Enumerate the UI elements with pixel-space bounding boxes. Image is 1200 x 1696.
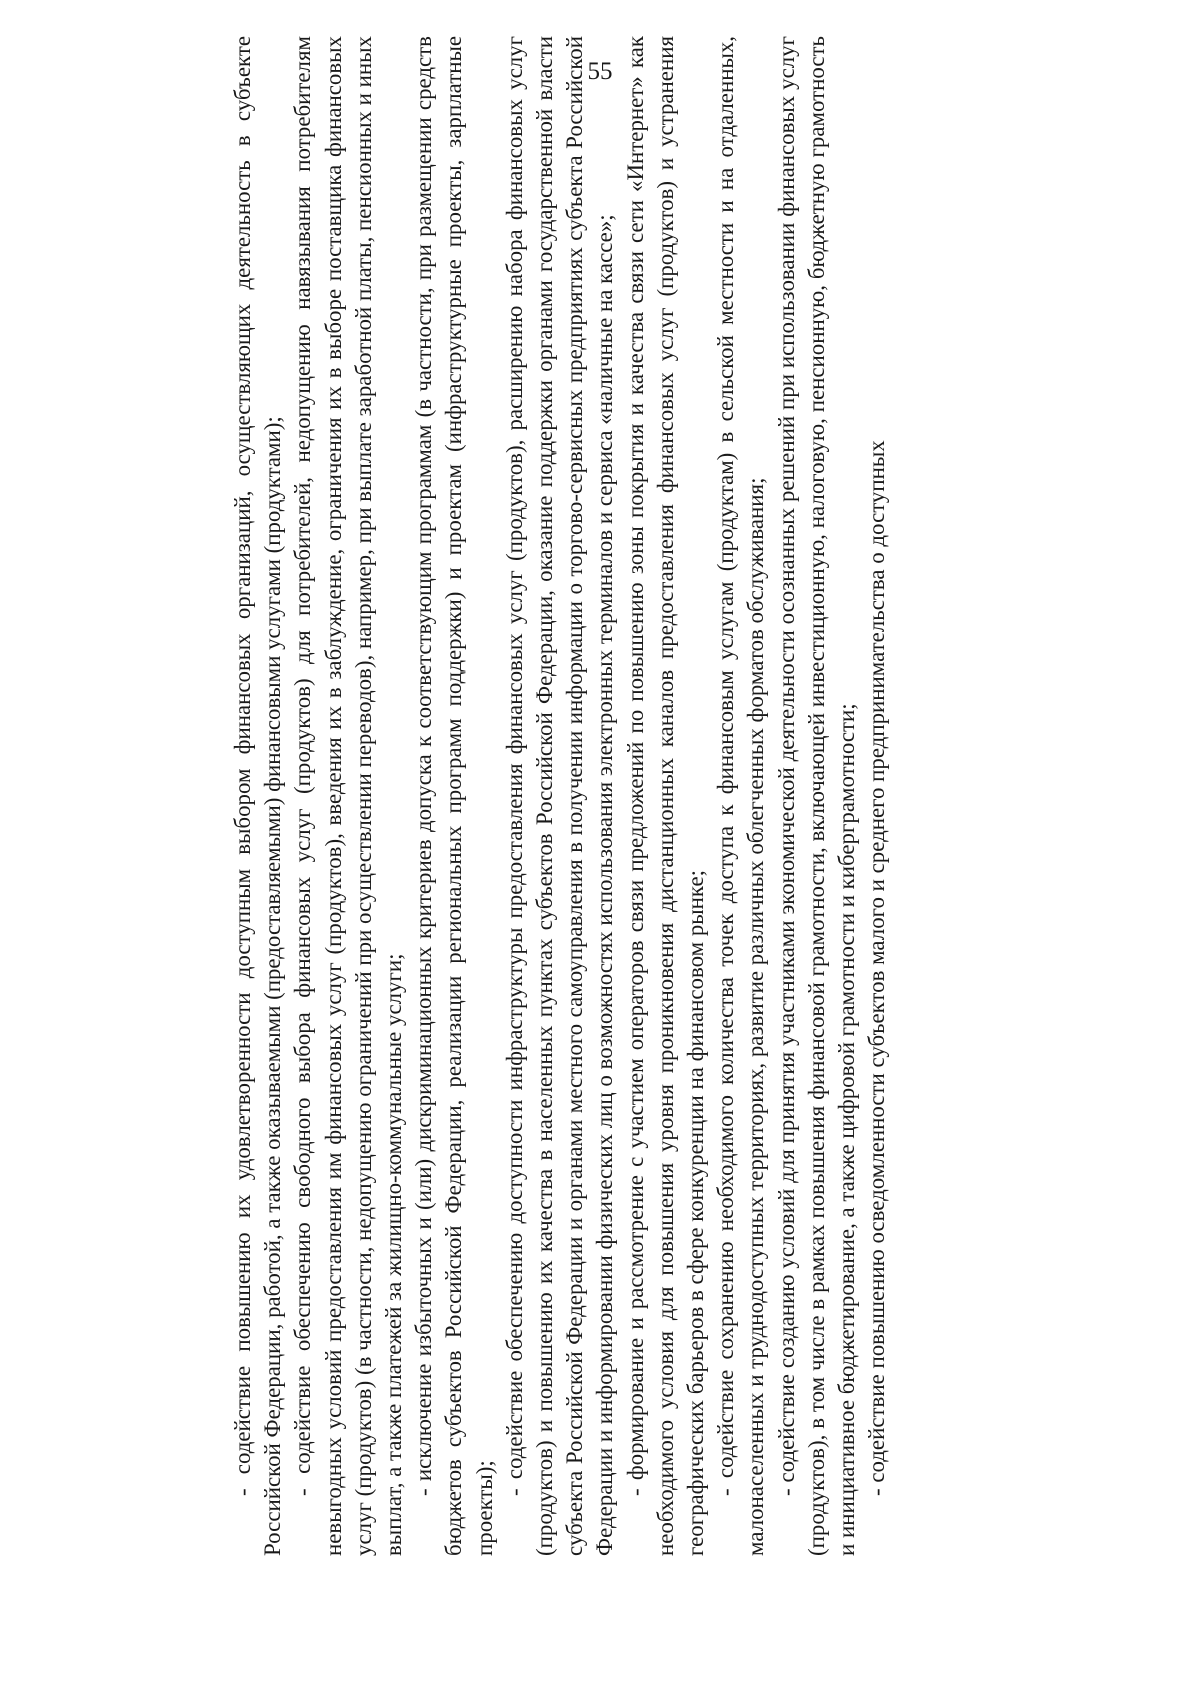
paragraph-7: - содействие созданию условий для принятия участниками экономической деятельности осознанных решений при использовании финансовых услуг (продуктов), в том числе в рамках повышения финансовой грамотности, включающей инвестиционную, налоговую, пенсионную, бюджетную грамотность и инициативное бюджетирование, а также цифровой грамотности и киберграмотности; [773, 36, 860, 1556]
paragraph-6: - содействие сохранению необходимого количества точек доступа к финансовым услугам (продуктам) в сельской местности и на отдаленных, малонаселенных и труднодоступных территориях, развитие различных облегченных форматов обслуживания; [713, 36, 769, 1556]
paragraph-5: - формирование и рассмотрение с участием операторов связи предложений по повышению зоны покрытия и качества связи сети «Интернет» как необходимого условия для повышения уровня проникновения дистанционных каналов предоставления финансовых услуг (продуктов) и устранения географических барьеров в сфере конкуренции на финансовом рынке; [622, 36, 709, 1556]
paragraph-8: - содействие повышению осведомленности субъектов малого и среднего предпринимательства о доступных [864, 440, 890, 1496]
paragraph-1: - содействие повышению их удовлетворенности доступным выбором финансовых организаций, осуществляющих деятельность в субъекте Российской Федерации, работой, а также оказываемыми (предоставляемыми) финансовыми услугами (продуктами); [230, 36, 286, 1556]
paragraph-2: - содействие обеспечению свободного выбора финансовых услуг (продуктов) для потребителей, недопущению навязывания потребителям невыгодных условий предоставления им финансовых услуг (продуктов), введения их в заблуждение, ограничения их в выборе поставщика финансовых услуг (продуктов) (в частности, недопущению ограничений при осуществлении переводов), например, при выплате заработной платы, пенсионных и иных выплат, а также платежей за жилищно-коммунальные услуги; [290, 36, 407, 1556]
rotated-text-body [228, 36, 998, 1556]
paragraph-4: - содействие обеспечению доступности инфраструктуры предоставления финансовых услуг (продуктов), расширению набора финансовых услуг (продуктов) и повышению их качества в населенных пунктах субъектов Российской Федерации, оказание поддержки органами государственной власти субъекта Российской Федерации и органами местного самоуправления в получении информации о торгово-сервисных предприятиях субъекта Российской Федерации и информировании физических лиц о возможностях использования электронных терминалов и сервиса «наличные на кассе»; [501, 36, 618, 1556]
page-number: 55 [587, 58, 613, 85]
paragraph-3: - исключение избыточных и (или) дискриминационных критериев допуска к соответствующим программам (в частности, при размещении средств бюджетов субъектов Российской Федерации, реализации региональных программ поддержки) и проектам (инфраструктурные проекты, зарплатные проекты); [411, 36, 497, 1556]
